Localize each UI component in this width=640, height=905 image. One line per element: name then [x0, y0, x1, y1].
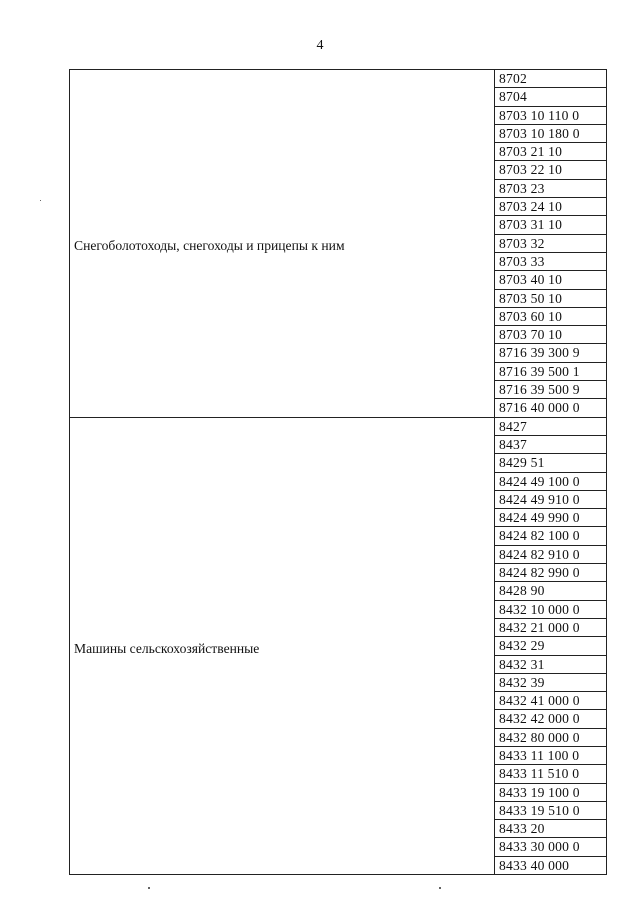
tnved-code: 8432 10 000 0 — [495, 601, 606, 619]
tnved-code: 8432 41 000 0 — [495, 692, 606, 710]
tnved-code: 8703 40 10 — [495, 271, 606, 289]
tnved-code: 8703 10 110 0 — [495, 107, 606, 125]
scan-speck — [439, 887, 441, 889]
tnved-code: 8716 39 500 9 — [495, 381, 606, 399]
scan-speck — [40, 200, 41, 201]
scan-speck — [148, 887, 150, 889]
product-name: Снегоболотоходы, снегоходы и прицепы к ним — [74, 238, 345, 254]
tnved-code: 8428 90 — [495, 582, 606, 600]
tnved-code: 8704 — [495, 88, 606, 106]
tnved-code: 8433 30 000 0 — [495, 838, 606, 856]
tnved-code: 8703 22 10 — [495, 161, 606, 179]
tnved-code: 8432 29 — [495, 637, 606, 655]
tnved-code: 8429 51 — [495, 454, 606, 472]
tnved-code: 8437 — [495, 436, 606, 454]
table-row — [70, 417, 607, 874]
tnved-code: 8424 49 100 0 — [495, 473, 606, 491]
tnved-code: 8424 82 910 0 — [495, 546, 606, 564]
tnved-code: 8716 40 000 0 — [499, 400, 580, 416]
tnved-code: 8703 23 — [495, 180, 606, 198]
product-name: Машины сельскохозяйственные — [74, 640, 260, 656]
tnved-code: 8703 50 10 — [495, 290, 606, 308]
page-number: 4 — [316, 38, 324, 53]
tnved-code: 8424 82 100 0 — [495, 527, 606, 545]
tnved-code: 8432 31 — [495, 656, 606, 674]
tnved-code: 8703 33 — [495, 253, 606, 271]
tnved-code: 8433 11 510 0 — [495, 765, 606, 783]
tnved-code: 8703 31 10 — [495, 216, 606, 234]
tnved-code: 8427 — [495, 418, 606, 436]
tnved-code: 8703 24 10 — [495, 198, 606, 216]
product-name-cell — [70, 417, 495, 874]
tnved-code: 8432 80 000 0 — [495, 729, 606, 747]
tnved-code: 8703 60 10 — [495, 308, 606, 326]
table-row — [70, 70, 607, 418]
tnved-code: 8432 39 — [495, 674, 606, 692]
tnved-code: 8716 39 300 9 — [495, 344, 606, 362]
goods-table-body — [70, 70, 607, 875]
tnved-code: 8433 19 510 0 — [495, 802, 606, 820]
tnved-code: 8433 11 100 0 — [495, 747, 606, 765]
tnved-code: 8433 40 000 — [499, 857, 570, 873]
tnved-code: 8432 42 000 0 — [495, 710, 606, 728]
tnved-code: 8703 32 — [495, 235, 606, 253]
tnved-code: 8703 70 10 — [495, 326, 606, 344]
tnved-code: 8702 — [495, 70, 606, 88]
tnved-code: 8433 19 100 0 — [495, 784, 606, 802]
tnved-code: 8703 10 180 0 — [495, 125, 606, 143]
tnved-code: 8432 21 000 0 — [495, 619, 606, 637]
tnved-code: 8716 39 500 1 — [495, 363, 606, 381]
tnved-codes-cell — [495, 417, 607, 874]
tnved-code: 8424 82 990 0 — [495, 564, 606, 582]
product-name-cell — [70, 70, 495, 418]
tnved-code: 8703 21 10 — [495, 143, 606, 161]
tnved-code: 8433 20 — [495, 820, 606, 838]
tnved-code: 8424 49 990 0 — [495, 509, 606, 527]
tnved-codes-cell — [495, 70, 607, 418]
tnved-code: 8424 49 910 0 — [495, 491, 606, 509]
goods-table — [69, 69, 607, 875]
